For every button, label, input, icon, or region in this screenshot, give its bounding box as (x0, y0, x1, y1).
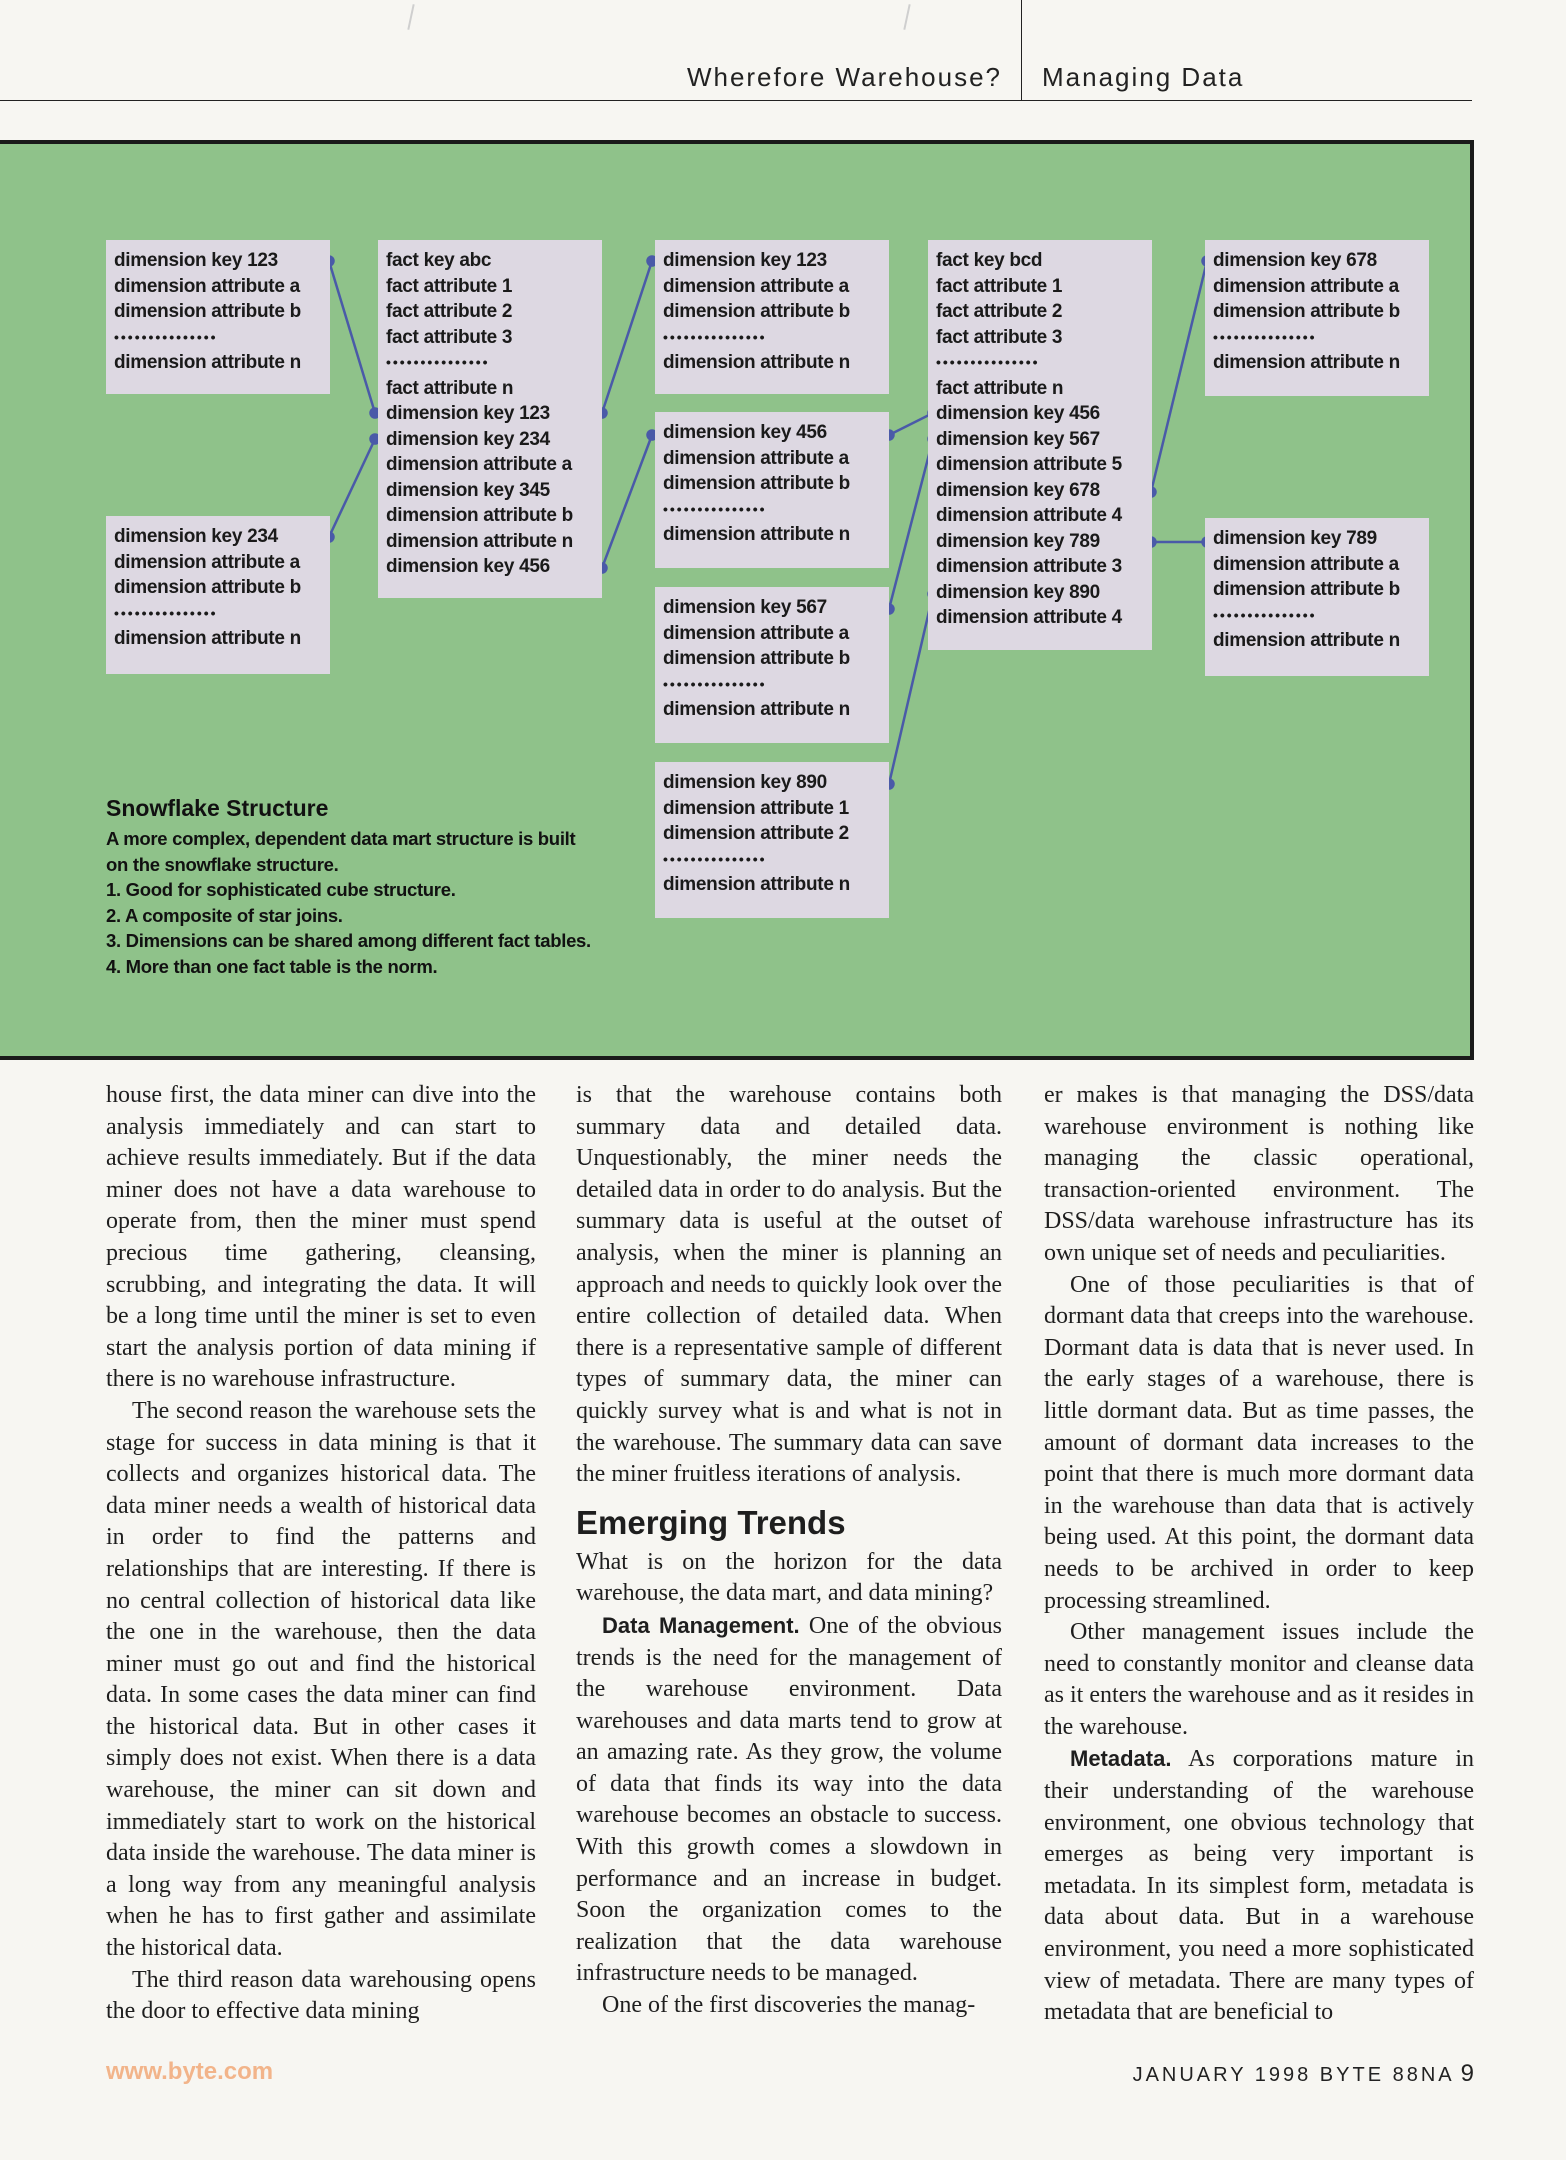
table-row: dimension attribute 3 (936, 556, 1122, 577)
paragraph-lead: Metadata. (1070, 1746, 1172, 1772)
caption-line: A more complex, dependent data mart structure is built (106, 828, 576, 849)
paragraph: is that the warehouse contains both summary data and detailed data. Unquestionably, the miner needs the detailed data in order to do analysis. But the summary data is useful at the outset of analysis, when the miner is planning an approach and needs to quickly look over the entire collection of detailed data. When there is a representative sample of different types of summary data, the miner can quickly survey what is and what is not in the warehouse. The summary data can save the miner fruitless iterations of analysis. (576, 1082, 1002, 1488)
table-row: ••••••••••••••• (1213, 328, 1317, 345)
table-row: dimension attribute a (663, 622, 849, 644)
page-number: 9 (1460, 2060, 1474, 2087)
paragraph: er makes is that managing the DSS/data warehouse environment is nothing like managing the classic operational, transaction-oriented environment. The DSS/data warehouse infrastructure has its own unique set of needs and peculiarities. (1044, 1082, 1474, 1266)
scan-mark (407, 4, 414, 30)
table-row: fact key bcd (936, 250, 1043, 271)
table-row: fact attribute 1 (936, 275, 1063, 297)
article-title: Wherefore Warehouse? (686, 62, 1002, 92)
issue-line: JANUARY 1998 BYTE 88NA (1132, 2064, 1455, 2086)
paragraph: One of the first discoveries the manag- (602, 1992, 976, 2019)
dimension-table-456-mid (655, 412, 889, 568)
table-row: dimension key 789 (936, 530, 1100, 552)
table-row: dimension attribute b (663, 473, 850, 494)
connector-dim456-mid (602, 435, 652, 568)
table-row: dimension key 567 (936, 428, 1100, 450)
table-row: dimension attribute a (114, 275, 300, 297)
table-row: dimension key 789 (1213, 528, 1377, 549)
paragraph: Other management issues include the need to constantly monitor and cleanse data as it enters the warehouse and as it resides in the warehouse. (1044, 1619, 1474, 1740)
text-column-1 (106, 1080, 536, 2028)
table-row: fact attribute 2 (386, 301, 513, 322)
paragraph: The second reason the warehouse sets the stage for success in data mining is that it collects and organizes historical data. The data miner needs a wealth of historical data in order to find the patterns and relationships that are interesting. If there is no central collection of historical data like the one in the warehouse, then the data miner must go out and find the historical data. In some cases the data miner can find the historical data. But in other cases it simply does not exist. When there is a data warehouse, the miner can sit down and immediately start to work on the historical data inside the warehouse. The data miner is a long way from any meaningful analysis when he has to first gather and assimilate the historical data. (106, 1397, 536, 1962)
table-row: fact attribute 2 (936, 301, 1063, 322)
table-row: dimension key 456 (386, 556, 550, 577)
connector-dim678-right (1151, 261, 1207, 492)
table-row: dimension key 456 (936, 403, 1100, 424)
table-row: fact attribute n (936, 377, 1064, 399)
table-row: dimension key 345 (386, 479, 550, 501)
caption-line: 1. Good for sophisticated cube structure. (106, 879, 456, 900)
table-row: dimension attribute b (114, 301, 301, 322)
running-header (0, 0, 1566, 101)
table-row: ••••••••••••••• (663, 850, 767, 867)
section-name: Managing Data (1042, 62, 1245, 92)
table-row: dimension attribute b (663, 648, 850, 669)
table-row: ••••••••••••••• (936, 354, 1040, 370)
table-row: dimension attribute a (663, 447, 849, 469)
dimension-table-567-mid (655, 587, 889, 743)
scan-mark (903, 4, 910, 30)
table-row: fact attribute 3 (386, 326, 513, 348)
table-row: dimension key 567 (663, 597, 827, 618)
table-row: dimension attribute a (663, 275, 849, 297)
table-row: dimension key 123 (114, 250, 278, 271)
table-row: dimension key 123 (663, 250, 827, 271)
snowflake-diagram (0, 140, 1474, 1060)
table-row: dimension attribute b (386, 505, 573, 526)
dimension-table-789-right (1205, 518, 1429, 676)
caption-line: 4. More than one fact table is the norm. (106, 955, 438, 977)
dimension-table-890-mid (655, 762, 889, 918)
table-row: dimension attribute a (114, 551, 300, 573)
table-row: dimension attribute b (1213, 301, 1400, 322)
text-column-2 (576, 1080, 1002, 2022)
connector-dim123-left (329, 261, 375, 413)
table-row: dimension attribute b (1213, 579, 1400, 600)
dimension-table-123-left (106, 240, 330, 394)
table-row: fact attribute n (386, 377, 514, 399)
dimension-table-678-right (1205, 240, 1429, 396)
table-row: fact attribute 1 (386, 275, 513, 297)
table-row: ••••••••••••••• (114, 604, 218, 621)
table-row: ••••••••••••••• (1213, 606, 1317, 623)
table-row: dimension attribute b (663, 301, 850, 322)
table-row: dimension key 123 (386, 403, 550, 424)
table-row: fact attribute 3 (936, 326, 1063, 348)
table-row: dimension attribute n (1213, 630, 1400, 651)
table-row: dimension attribute 4 (936, 505, 1122, 526)
caption-line: 2. A composite of star joins. (106, 904, 343, 926)
table-row: dimension key 890 (936, 581, 1100, 603)
paragraph: house first, the data miner can dive into the analysis immediately and can start to achieve results immediately. But if the data miner does not have a data warehouse to operate from, then the miner must spend precious time gathering, cleansing, scrubbing, and integrating the data. It will be a long time until the miner is set to even start the analysis portion of data mining if there is no warehouse infrastructure. (106, 1082, 536, 1393)
table-row: dimension attribute 4 (936, 607, 1122, 628)
table-row: ••••••••••••••• (114, 328, 218, 345)
text-column-3 (1044, 1080, 1474, 2029)
table-row: fact key abc (386, 250, 492, 271)
table-row: ••••••••••••••• (663, 328, 767, 345)
table-row: dimension attribute n (663, 352, 850, 373)
connector-dim456-fact (889, 413, 933, 435)
website-link[interactable]: www.byte.com (106, 2058, 274, 2085)
section-heading: Emerging Trends (576, 1503, 846, 1541)
dimension-table-123-mid (655, 240, 889, 394)
paragraph-text: As corporations mature in their understanding of the warehouse environment, one obvious technology that emerges as being very important is metadata. In its simplest form, metadata is data about data. But in a warehouse environment, you need a more sophisticated view of metadata. There are many types of metadata that are beneficial to (1044, 1746, 1474, 2026)
paragraph-text: One of the obvious trends is the need for the management of the warehouse environment. Data warehouses and data marts tend to grow at an amazing rate. As they grow, the volume of data that finds its way into the data warehouse becomes an obstacle to success. With this growth comes a slowdown in performance and an increase in budget. Soon the organization comes to the realization that the data warehouse infrastructure needs to be managed. (576, 1612, 1002, 1987)
fact-table-abc (378, 240, 602, 598)
paragraph (1044, 1743, 1474, 2028)
table-row: dimension attribute n (114, 352, 301, 373)
table-row: dimension key 890 (663, 772, 827, 793)
table-row: ••••••••••••••• (663, 500, 767, 517)
table-row: dimension attribute n (663, 524, 850, 545)
table-row: dimension key 456 (663, 422, 827, 443)
folio (1133, 2060, 1474, 2088)
header-rule (0, 100, 1472, 101)
connector-dim234-left (329, 439, 375, 537)
connector-dim567-fact (889, 439, 933, 609)
connector-dim890-fact (889, 594, 933, 784)
table-row: dimension attribute b (114, 577, 301, 598)
caption-line: 3. Dimensions can be shared among different fact tables. (106, 930, 591, 951)
table-row: dimension attribute a (1213, 275, 1399, 297)
paragraph: What is on the horizon for the data warehouse, the data mart, and data mining? (576, 1548, 1002, 1607)
paragraph: One of those peculiarities is that of dormant data that creeps into the warehouse. Dormant data is data that is never used. In the early stages of a warehouse, there is little dormant data. But as time passes, the amount of dormant data increases to the point that there is much more dormant data in the warehouse than data that is actively being used. At this point, the dormant data needs to be archived in order to keep processing streamlined. (1044, 1271, 1474, 1614)
dimension-table-234-left (106, 516, 330, 674)
table-row: dimension attribute 1 (663, 797, 849, 819)
caption-line: on the snowflake structure. (106, 853, 339, 875)
figure-caption (106, 795, 591, 979)
table-row: dimension attribute n (1213, 352, 1400, 373)
table-row: dimension attribute n (663, 699, 850, 720)
paragraph-lead: Data Management. (602, 1612, 800, 1638)
table-row: dimension key 678 (936, 479, 1100, 501)
caption-title: Snowflake Structure (106, 795, 329, 821)
table-row: dimension attribute n (386, 530, 573, 552)
table-row: dimension key 234 (114, 526, 278, 547)
paragraph (576, 1610, 1002, 1990)
table-row: ••••••••••••••• (386, 354, 490, 370)
table-row: dimension attribute 5 (936, 454, 1122, 475)
table-row: dimension attribute a (1213, 553, 1399, 575)
fact-table-bcd (928, 240, 1152, 650)
table-row: dimension attribute 2 (663, 823, 849, 844)
header-divider (1021, 0, 1022, 100)
table-row: dimension attribute n (663, 874, 850, 895)
paragraph: The third reason data warehousing opens the door to effective data mining (106, 1966, 536, 2025)
connector-dim123-mid (602, 261, 652, 413)
table-row: dimension attribute n (114, 628, 301, 649)
table-row: dimension key 234 (386, 428, 550, 450)
table-row: ••••••••••••••• (663, 675, 767, 692)
table-row: dimension attribute a (386, 454, 572, 475)
table-row: dimension key 678 (1213, 250, 1377, 271)
